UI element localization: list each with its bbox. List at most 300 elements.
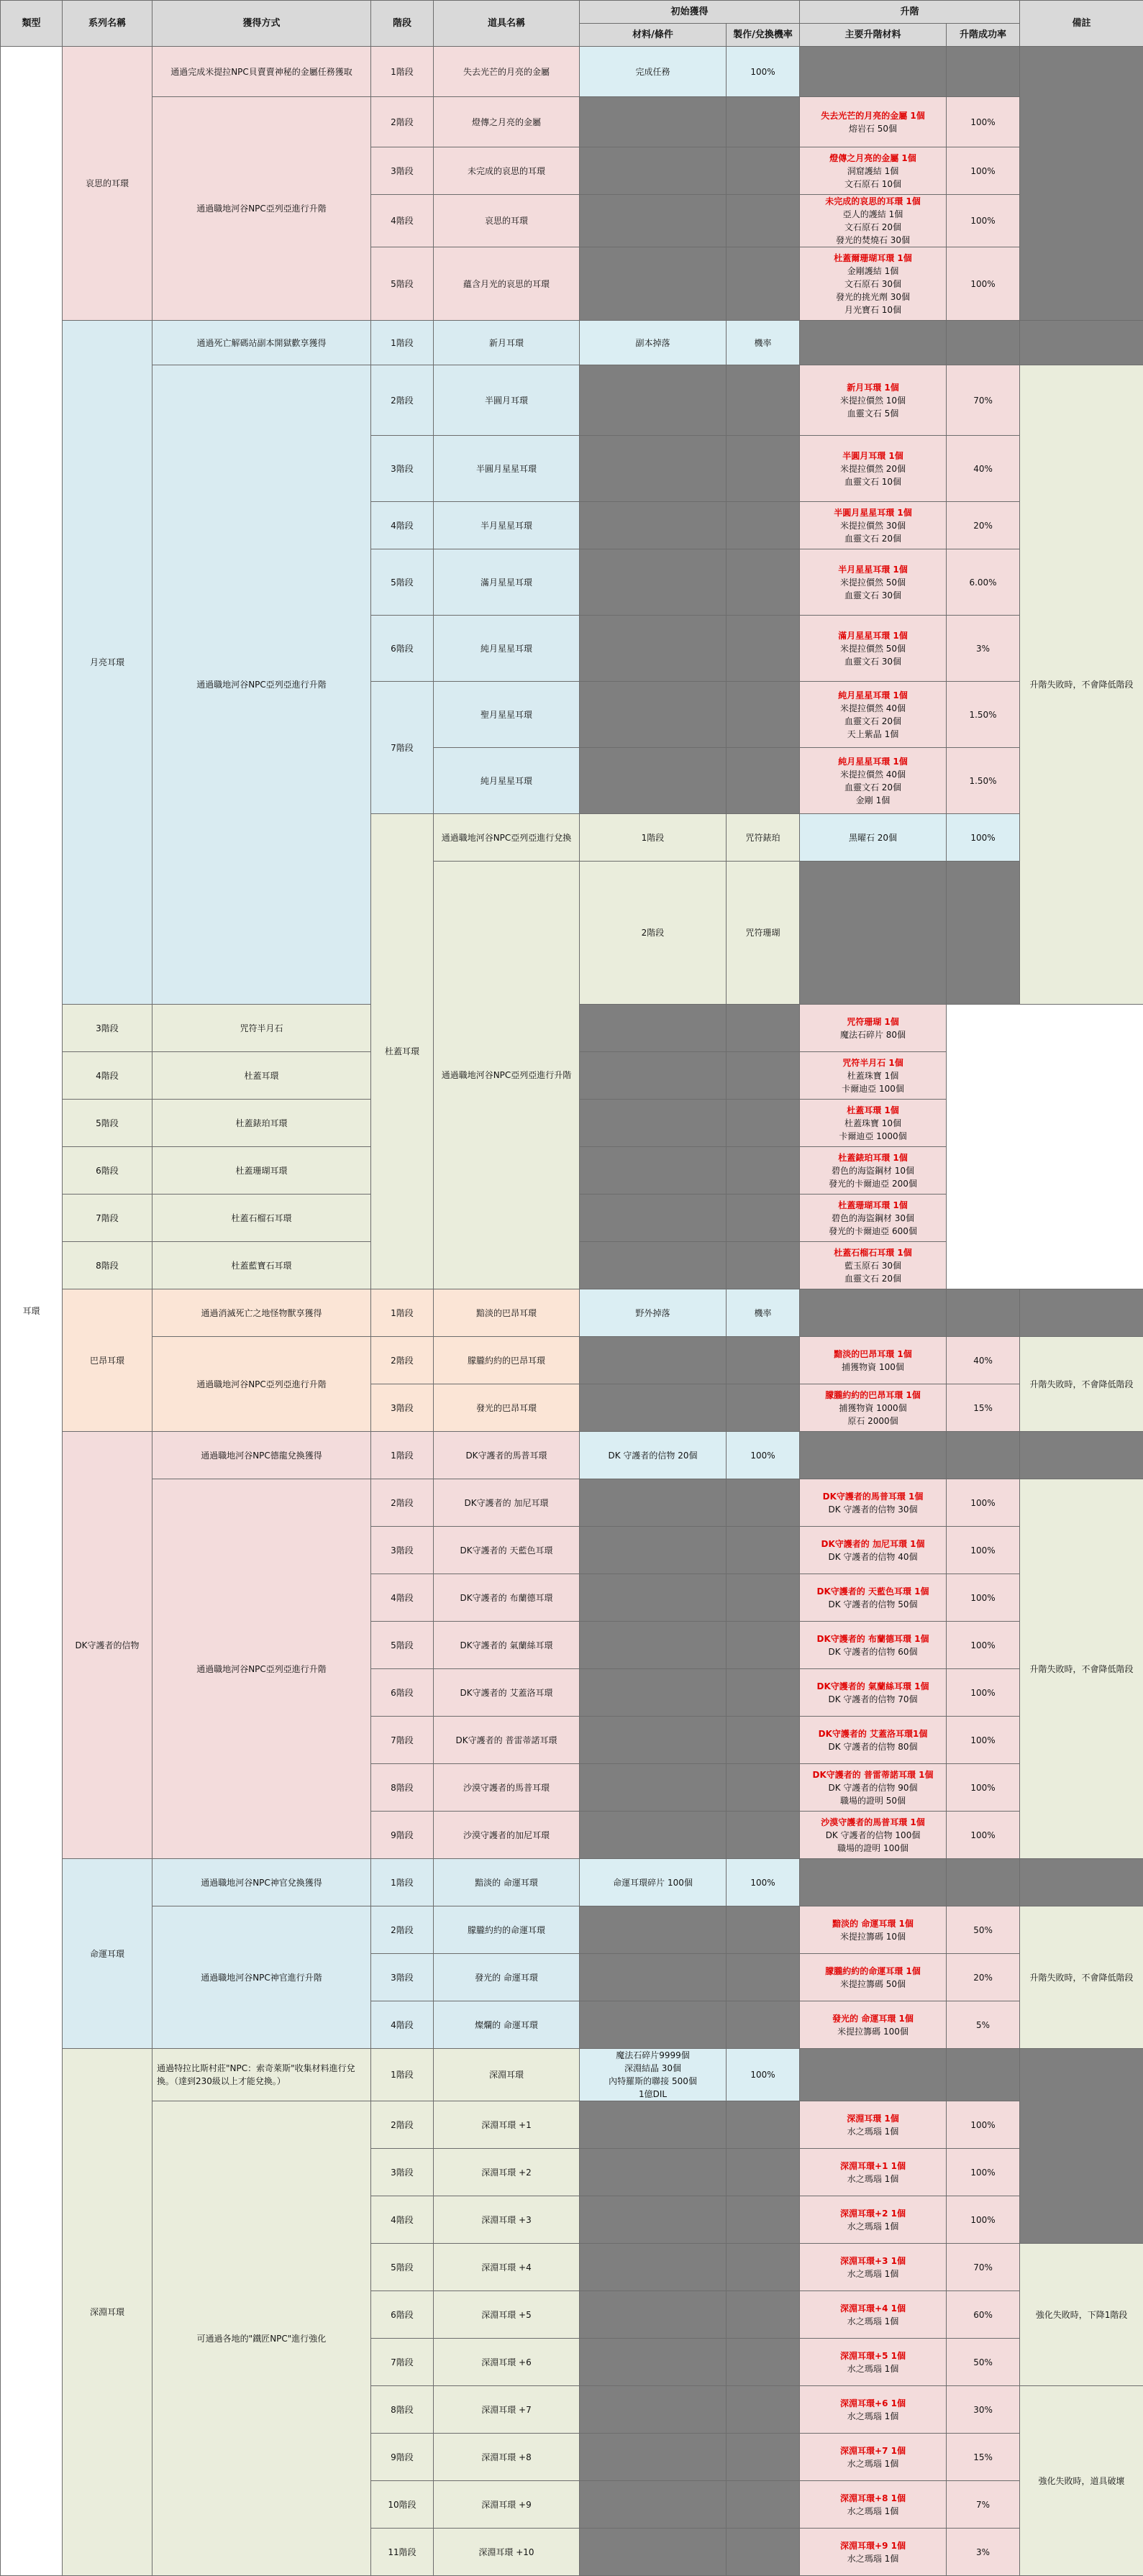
initial-materials-empty — [580, 1527, 727, 1574]
material-line: 捕獲物資 1000個 — [804, 1402, 942, 1415]
acquire-method: 通過職地河谷NPC亞列亞進行兌換 — [434, 814, 580, 862]
stage-cell: 2階段 — [580, 862, 727, 1005]
initial-rate-empty — [727, 147, 800, 195]
item-name: DK守護者的 氣蘭絲耳環 — [434, 1622, 580, 1669]
upgrade-materials — [800, 1812, 947, 1859]
upgrade-rate: 20% — [947, 1954, 1020, 2001]
upgrade-materials — [800, 1100, 947, 1147]
upgrade-rate: 100% — [947, 147, 1020, 195]
initial-rate-empty — [727, 2244, 800, 2291]
material-line: 深淵耳環+5 1個 — [804, 2349, 942, 2362]
upgrade-materials — [800, 682, 947, 748]
initial-rate-empty — [727, 2149, 800, 2196]
stage-cell: 3階段 — [371, 1384, 434, 1432]
header-initial: 初始獲得 — [580, 1, 800, 24]
item-name: 杜蓋錶珀耳環 — [152, 1100, 371, 1147]
material-line: 金剛 1個 — [804, 794, 942, 807]
initial-rate-empty — [727, 2196, 800, 2244]
item-name: DK守護者的 艾蓋洛耳環 — [434, 1669, 580, 1717]
item-name: 燦爛的 命運耳環 — [434, 2001, 580, 2049]
item-name: 黯淡的 命運耳環 — [434, 1859, 580, 1906]
material-line: 咒符半月石 1個 — [804, 1056, 942, 1069]
material-line: 捕獲物資 100個 — [804, 1361, 942, 1374]
initial-materials-empty — [580, 1764, 727, 1812]
material-line: 杜蓋爾珊瑚耳環 1個 — [804, 252, 942, 265]
upgrade-materials — [800, 2196, 947, 2244]
initial-rate-empty — [727, 549, 800, 616]
stage-cell: 5階段 — [371, 1622, 434, 1669]
item-name: 深淵耳環 +2 — [434, 2149, 580, 2196]
upgrade-materials — [800, 2101, 947, 2149]
item-name: 深淵耳環 +9 — [434, 2481, 580, 2529]
acquire-method: 通過職地河谷NPC亞列亞進行升階 — [152, 365, 371, 1005]
stage-cell: 6階段 — [63, 1147, 152, 1195]
upgrade-rate: 100% — [947, 2149, 1020, 2196]
upgrade-materials — [800, 549, 947, 616]
material-line: 血靈文石 30個 — [804, 655, 942, 668]
initial-materials-empty — [580, 1812, 727, 1859]
notes-empty — [1020, 47, 1143, 321]
upgrade-materials — [800, 748, 947, 814]
initial-materials: DK 守護者的信物 20個 — [580, 1432, 727, 1479]
initial-materials: 野外掉落 — [580, 1289, 727, 1337]
header-materials: 材料/條件 — [580, 24, 727, 47]
material-line: DK守護者的 布蘭德耳環 1個 — [804, 1632, 942, 1645]
notes-empty — [1020, 2049, 1143, 2244]
header-series: 系列名稱 — [63, 1, 152, 47]
stage-cell: 6階段 — [371, 1669, 434, 1717]
material-line: 杜蓋珠寶 10個 — [804, 1117, 942, 1130]
item-name: DK守護者的 天藍色耳環 — [434, 1527, 580, 1574]
initial-rate-empty — [727, 2339, 800, 2386]
upgrade-rate: 1.50% — [947, 748, 1020, 814]
series-name: 巴昂耳環 — [63, 1289, 152, 1432]
stage-cell: 7階段 — [371, 2339, 434, 2386]
item-name: 咒符錶珀 — [727, 814, 800, 862]
notes-empty — [1020, 1859, 1143, 1906]
stage-cell: 4階段 — [371, 1574, 434, 1622]
material-line: 血靈文石 20個 — [804, 532, 942, 545]
stage-cell: 1階段 — [371, 2049, 434, 2101]
initial-rate: 機率 — [727, 1289, 800, 1337]
material-line: 深淵耳環+6 1個 — [804, 2397, 942, 2410]
material-line: 血靈文石 30個 — [804, 589, 942, 602]
acquire-method: 通過職地河谷NPC亞列亞進行升階 — [152, 1479, 371, 1859]
initial-material-line: 魔法石碎片9999個 — [584, 2049, 721, 2062]
initial-rate-empty — [727, 2434, 800, 2481]
material-line: 魔法石碎片 80個 — [804, 1028, 942, 1041]
stage-cell: 8階段 — [371, 2386, 434, 2434]
upgrade-materials — [800, 2001, 947, 2049]
upgrade-materials — [800, 2291, 947, 2339]
upgrade-materials — [800, 1147, 947, 1195]
stage-cell: 1階段 — [371, 321, 434, 365]
item-name: 半圓月耳環 — [434, 365, 580, 436]
header-upgrade: 升階 — [800, 1, 1020, 24]
header-item: 道具名稱 — [434, 1, 580, 47]
upgrade-rate: 20% — [947, 502, 1020, 549]
initial-rate: 100% — [727, 2049, 800, 2101]
initial-materials-empty — [580, 147, 727, 195]
stage-cell: 2階段 — [371, 97, 434, 147]
notes-cell: 強化失敗時，道具破壞 — [1020, 2386, 1143, 2576]
table-row — [1, 321, 1143, 365]
material-line: 水之瑪瑙 1個 — [804, 2173, 942, 2186]
stage-cell: 8階段 — [371, 1764, 434, 1812]
notes-cell: 升階失敗時，不會降低階段 — [1020, 365, 1143, 1005]
material-line: 半圓月星星耳環 1個 — [804, 506, 942, 519]
stage-cell: 4階段 — [371, 2196, 434, 2244]
material-line: 杜蓋錶珀耳環 1個 — [804, 1151, 942, 1164]
initial-rate-empty — [727, 1812, 800, 1859]
upgrade-materials — [800, 2244, 947, 2291]
initial-rate-empty — [727, 1337, 800, 1384]
upgrade-materials — [800, 2386, 947, 2434]
material-line: 發光的挑光劑 30個 — [804, 291, 942, 303]
series-name: DK守護者的信物 — [63, 1432, 152, 1859]
item-name: DK守護者的 加尼耳環 — [434, 1479, 580, 1527]
series-name: 命運耳環 — [63, 1859, 152, 2049]
material-line: 米提拉價然 10個 — [804, 394, 942, 407]
initial-rate-empty — [727, 748, 800, 814]
material-line: 血靈文石 5個 — [804, 407, 942, 420]
material-line: 米提拉價然 40個 — [804, 702, 942, 715]
initial-materials-empty — [580, 1479, 727, 1527]
table-row — [1, 1859, 1143, 1906]
upgrade-rate: 100% — [947, 2101, 1020, 2149]
upgrade-rate: 50% — [947, 1906, 1020, 1954]
item-name: 杜蓋藍寶石耳環 — [152, 1242, 371, 1289]
upgrade-materials — [800, 365, 947, 436]
item-name: 深淵耳環 +8 — [434, 2434, 580, 2481]
initial-rate-empty — [727, 1764, 800, 1812]
initial-rate-empty — [727, 616, 800, 682]
item-name: 深淵耳環 +1 — [434, 2101, 580, 2149]
item-name: 深淵耳環 +6 — [434, 2339, 580, 2386]
upgrade-materials — [800, 502, 947, 549]
stage-cell: 9階段 — [371, 1812, 434, 1859]
upgrade-materials — [800, 1242, 947, 1289]
initial-rate-empty — [727, 97, 800, 147]
upgrade-rate: 100% — [947, 1574, 1020, 1622]
material-line: 杜蓋石榴石耳環 1個 — [804, 1246, 942, 1259]
upgrade-materials-empty — [800, 1432, 947, 1479]
acquire-method: 通過職地河谷NPC亞列亞進行升階 — [152, 1337, 371, 1432]
material-line: 新月耳環 1個 — [804, 381, 942, 394]
upgrade-rate: 3% — [947, 616, 1020, 682]
upgrade-rate: 100% — [947, 1527, 1020, 1574]
initial-materials-empty — [580, 1669, 727, 1717]
stage-cell: 3階段 — [371, 147, 434, 195]
initial-materials-empty — [580, 2291, 727, 2339]
initial-rate-empty — [727, 195, 800, 247]
material-line: 血靈文石 20個 — [804, 1272, 942, 1285]
upgrade-materials — [800, 97, 947, 147]
upgrade-materials — [800, 2434, 947, 2481]
initial-materials: 完成任務 — [580, 47, 727, 97]
acquire-method: 通過死亡解碼站副本開獄歡享獲得 — [152, 321, 371, 365]
material-line: 文石原石 10個 — [804, 178, 942, 191]
initial-rate: 100% — [727, 47, 800, 97]
upgrade-materials — [800, 2481, 947, 2529]
stage-cell: 2階段 — [371, 365, 434, 436]
material-line: 深淵耳環+2 1個 — [804, 2207, 942, 2220]
item-name: 沙漠守護者的馬普耳環 — [434, 1764, 580, 1812]
stage-cell: 4階段 — [371, 195, 434, 247]
material-line: 深淵耳環+8 1個 — [804, 2492, 942, 2505]
initial-materials-empty — [580, 1906, 727, 1954]
stage-cell: 1階段 — [580, 814, 727, 862]
acquire-method: 通過特拉比斯村莊"NPC：索奇萊斯"收集材料進行兌換。（達到230級以上才能兌換。） — [152, 2049, 371, 2101]
initial-materials-empty — [580, 1384, 727, 1432]
material-line: 未完成的哀思的耳環 1個 — [804, 195, 942, 208]
material-line: 血靈文石 20個 — [804, 715, 942, 728]
material-line: 米提拉價然 50個 — [804, 642, 942, 655]
stage-cell: 3階段 — [371, 436, 434, 502]
table-row — [1, 1337, 1143, 1384]
material-line: 純月星星耳環 1個 — [804, 755, 942, 768]
stage-cell: 3階段 — [371, 1954, 434, 2001]
initial-rate-empty — [727, 1479, 800, 1527]
upgrade-materials — [800, 1669, 947, 1717]
material-line: 杜蓋耳環 1個 — [804, 1104, 942, 1117]
material-line: 深淵耳環 1個 — [804, 2112, 942, 2125]
material-line: DK 守護者的信物 50個 — [804, 1598, 942, 1611]
upgrade-rate: 7% — [947, 2481, 1020, 2529]
initial-materials-empty — [580, 1337, 727, 1384]
material-line: DK 守護者的信物 100個 — [804, 1829, 942, 1842]
upgrade-materials — [800, 1337, 947, 1384]
material-line: DK守護者的 艾蓋洛耳環1個 — [804, 1727, 942, 1740]
notes-cell: 升階失敗時，不會降低階段 — [1020, 1479, 1143, 1859]
upgrade-rate-empty — [947, 321, 1020, 365]
initial-materials-empty — [580, 97, 727, 147]
initial-materials-empty — [580, 1052, 727, 1100]
initial-materials-empty — [580, 2339, 727, 2386]
upgrade-rate: 100% — [947, 195, 1020, 247]
material-line: 失去光芒的月亮的金屬 1個 — [804, 109, 942, 122]
initial-materials: 副本掉落 — [580, 321, 727, 365]
material-line: 米提拉籌碼 10個 — [804, 1930, 942, 1943]
item-name: 深淵耳環 +5 — [434, 2291, 580, 2339]
header-main-materials: 主要升階材料 — [800, 24, 947, 47]
item-name: 發光的巴昂耳環 — [434, 1384, 580, 1432]
material-line: 水之瑪瑙 1個 — [804, 2267, 942, 2280]
initial-materials-empty — [580, 1147, 727, 1195]
stage-cell: 4階段 — [63, 1052, 152, 1100]
initial-materials-empty — [580, 2386, 727, 2434]
item-name: 半月星星耳環 — [434, 502, 580, 549]
upgrade-rate-empty — [947, 2049, 1020, 2101]
material-line: 藍玉原石 30個 — [804, 1259, 942, 1272]
upgrade-rate: 100% — [947, 1479, 1020, 1527]
initial-materials-empty — [580, 1100, 727, 1147]
stage-cell: 2階段 — [371, 1906, 434, 1954]
initial-rate-empty — [727, 2386, 800, 2434]
item-name: 純月星星耳環 — [434, 616, 580, 682]
notes-cell: 強化失敗時，下降1階段 — [1020, 2244, 1143, 2386]
upgrade-rate: 1.50% — [947, 682, 1020, 748]
upgrade-rate: 100% — [947, 97, 1020, 147]
header-notes: 備註 — [1020, 1, 1143, 47]
material-line: 米提拉價然 30個 — [804, 519, 942, 532]
material-line: 發光的 命運耳環 1個 — [804, 2012, 942, 2025]
upgrade-materials — [800, 1574, 947, 1622]
initial-material-line: 1億DIL — [584, 2088, 721, 2101]
upgrade-rate: 100% — [947, 1717, 1020, 1764]
upgrade-materials — [800, 195, 947, 247]
stage-cell: 2階段 — [371, 1337, 434, 1384]
initial-materials-empty — [580, 436, 727, 502]
upgrade-materials — [800, 1954, 947, 2001]
material-line: 水之瑪瑙 1個 — [804, 2315, 942, 2328]
header-method: 獲得方式 — [152, 1, 371, 47]
item-name: 燈傳之月亮的金屬 — [434, 97, 580, 147]
material-line: 米提拉價然 40個 — [804, 768, 942, 781]
material-line: 水之瑪瑙 1個 — [804, 2552, 942, 2565]
material-line: 發光的卡爾迪亞 600個 — [804, 1225, 942, 1238]
initial-materials-empty — [580, 365, 727, 436]
item-name: 滿月星星耳環 — [434, 549, 580, 616]
header-success-rate: 升階成功率 — [947, 24, 1020, 47]
material-line: 米提拉價然 20個 — [804, 462, 942, 475]
material-line: 原石 2000個 — [804, 1415, 942, 1428]
item-name: 朦朧約約的命運耳環 — [434, 1906, 580, 1954]
notes-empty — [1020, 1289, 1143, 1337]
upgrade-materials — [800, 1195, 947, 1242]
material-line: 深淵耳環+3 1個 — [804, 2255, 942, 2267]
stage-cell: 8階段 — [63, 1242, 152, 1289]
initial-materials-empty — [580, 247, 727, 321]
material-line: 深淵耳環+4 1個 — [804, 2302, 942, 2315]
material-line: DK守護者的 氣蘭絲耳環 1個 — [804, 1680, 942, 1693]
item-name: 深淵耳環 +4 — [434, 2244, 580, 2291]
initial-materials-empty — [580, 1574, 727, 1622]
stage-cell: 1階段 — [371, 1289, 434, 1337]
material-line: 水之瑪瑙 1個 — [804, 2505, 942, 2518]
material-line: 碧色的海盜鋼材 30個 — [804, 1212, 942, 1225]
upgrade-rate: 60% — [947, 2291, 1020, 2339]
material-line: 燈傳之月亮的金屬 1個 — [804, 152, 942, 165]
upgrade-materials-empty — [800, 2049, 947, 2101]
upgrade-materials — [800, 2339, 947, 2386]
series-name: 哀思的耳環 — [63, 47, 152, 321]
initial-materials-empty — [580, 2001, 727, 2049]
notes-cell: 升階失敗時，不會降低階段 — [1020, 1337, 1143, 1432]
material-line: 滿月星星耳環 1個 — [804, 629, 942, 642]
initial-rate-empty — [727, 436, 800, 502]
upgrade-rate: 15% — [947, 2434, 1020, 2481]
material-line: 亞人的護結 1個 — [804, 208, 942, 221]
initial-materials-empty — [580, 2149, 727, 2196]
notes-empty — [1020, 321, 1143, 365]
header-stage: 階段 — [371, 1, 434, 47]
material-line: 米提拉價然 50個 — [804, 576, 942, 589]
material-line: 月光寶石 10個 — [804, 303, 942, 316]
material-line: DK 守護者的信物 30個 — [804, 1503, 942, 1516]
initial-materials: 黑曜石 20個 — [800, 814, 947, 862]
initial-rate-empty — [727, 1527, 800, 1574]
upgrade-rate: 70% — [947, 2244, 1020, 2291]
material-line: 水之瑪瑙 1個 — [804, 2220, 942, 2233]
material-line: 發光的卡爾迪亞 200個 — [804, 1177, 942, 1190]
upgrade-materials — [800, 2149, 947, 2196]
initial-materials-empty — [580, 1622, 727, 1669]
series-name: 深淵耳環 — [63, 2049, 152, 2576]
stage-cell: 5階段 — [63, 1100, 152, 1147]
initial-rate-empty — [727, 1622, 800, 1669]
material-line: 純月星星耳環 1個 — [804, 689, 942, 702]
stage-cell: 9階段 — [371, 2434, 434, 2481]
material-line: 水之瑪瑙 1個 — [804, 2457, 942, 2470]
stage-cell: 2階段 — [371, 2101, 434, 2149]
upgrade-materials — [800, 436, 947, 502]
upgrade-materials — [800, 616, 947, 682]
acquire-method: 可通過各地的"鐵匠NPC"進行強化 — [152, 2101, 371, 2576]
initial-rate-empty — [727, 2481, 800, 2529]
stage-cell: 3階段 — [371, 2149, 434, 2196]
header-rate: 製作/兌換機率 — [727, 24, 800, 47]
material-line: 金剛護結 1個 — [804, 265, 942, 278]
item-name: 杜蓋珊瑚耳環 — [152, 1147, 371, 1195]
item-name: 深淵耳環 +10 — [434, 2529, 580, 2576]
material-line: 半圓月耳環 1個 — [804, 449, 942, 462]
acquire-method: 通過職地河谷NPC神官兌換獲得 — [152, 1859, 371, 1906]
initial-materials-empty — [580, 1954, 727, 2001]
initial-materials-empty — [580, 2101, 727, 2149]
material-line: 卡爾迪亞 100個 — [804, 1082, 942, 1095]
material-line: 熔岩石 50個 — [804, 122, 942, 135]
material-line: 沙漠守護者的馬普耳環 1個 — [804, 1816, 942, 1829]
stage-cell: 2階段 — [371, 1479, 434, 1527]
item-name: 半圓月星星耳環 — [434, 436, 580, 502]
item-name: DK守護者的 布蘭德耳環 — [434, 1574, 580, 1622]
stage-cell: 7階段 — [63, 1195, 152, 1242]
table-row — [1, 365, 1143, 436]
material-line: 血靈文石 20個 — [804, 781, 942, 794]
initial-materials-empty — [580, 2196, 727, 2244]
material-line: DK 守護者的信物 70個 — [804, 1693, 942, 1706]
material-line: 深淵耳環+1 1個 — [804, 2160, 942, 2173]
stage-cell: 10階段 — [371, 2481, 434, 2529]
upgrade-materials — [800, 1052, 947, 1100]
initial-rate-empty — [727, 1669, 800, 1717]
initial-rate-empty — [727, 247, 800, 321]
notes-empty — [1020, 1432, 1143, 1479]
upgrade-rate-empty — [947, 1289, 1020, 1337]
initial-rate-empty — [727, 2291, 800, 2339]
upgrade-materials — [800, 1717, 947, 1764]
initial-materials-empty — [580, 1242, 727, 1289]
initial-rate-empty — [727, 1906, 800, 1954]
upgrade-materials — [800, 1764, 947, 1812]
initial-rate: 100% — [947, 814, 1020, 862]
material-line: 水之瑪瑙 1個 — [804, 2362, 942, 2375]
item-name: 新月耳環 — [434, 321, 580, 365]
upgrade-rate-empty — [947, 47, 1020, 97]
initial-materials-empty — [580, 1717, 727, 1764]
stage-cell: 1階段 — [371, 47, 434, 97]
initial-materials-empty — [580, 1005, 727, 1052]
initial-rate-empty — [727, 2001, 800, 2049]
initial-materials-empty — [580, 502, 727, 549]
item-name: 朦朧約約的巴昂耳環 — [434, 1337, 580, 1384]
upgrade-rate: 100% — [947, 1622, 1020, 1669]
item-name: 蘊含月光的哀思的耳環 — [434, 247, 580, 321]
table-row — [1, 1479, 1143, 1527]
material-line: 深淵耳環+7 1個 — [804, 2444, 942, 2457]
initial-rate: 100% — [727, 1432, 800, 1479]
